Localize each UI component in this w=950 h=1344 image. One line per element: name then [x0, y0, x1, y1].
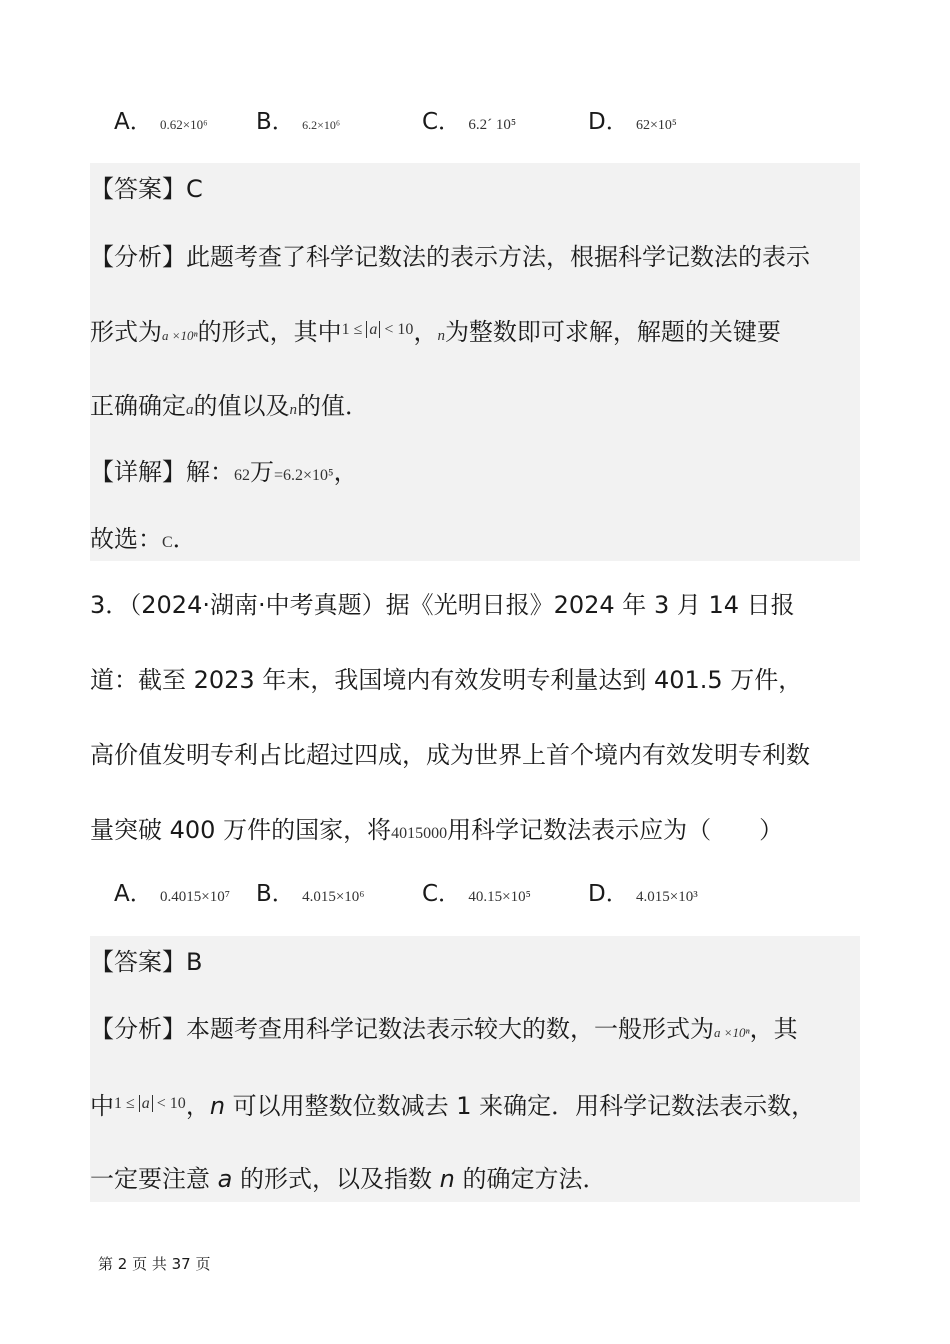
text: 可以用整数位数减去 1 来确定．用科学记数法表示数，	[225, 1092, 816, 1120]
option-value: 0.4015×10⁷	[160, 889, 230, 905]
text: 的确定方法．	[454, 1165, 607, 1193]
text: 【详解】解：	[90, 458, 234, 486]
text: 的形式，以及指数	[232, 1165, 440, 1193]
option-value: 6.2´ 10⁵	[468, 117, 517, 133]
math-var: a	[217, 1165, 233, 1193]
text: 故选：	[90, 525, 162, 553]
option-letter: D．	[588, 881, 629, 907]
q2-answer: 【答案】C	[90, 175, 203, 203]
option-value: 0.62×10⁶	[160, 117, 208, 132]
q2-choose	[90, 523, 197, 559]
q2-option-a	[114, 107, 208, 140]
math-number: 4015000	[391, 825, 448, 842]
text: ，	[185, 1092, 210, 1120]
q2-solution-box	[90, 163, 860, 561]
math-number: 62	[234, 467, 250, 484]
q3-option-a	[114, 879, 230, 912]
option-value: 4.015×10³	[636, 889, 698, 905]
math-var: a	[186, 402, 194, 418]
math-abs: a	[366, 321, 380, 338]
math-part: 1 ≤	[341, 321, 367, 338]
q2-analysis-line3	[90, 390, 369, 426]
text: 的形式，其中	[197, 318, 342, 346]
text: 形式为	[90, 318, 162, 346]
q3-option-d	[588, 879, 698, 912]
text: 正确确定	[90, 392, 186, 420]
q3-analysis-line1	[90, 1013, 798, 1049]
text: ，	[333, 458, 358, 486]
q3-line1: 3．（2024·湖南·中考真题）据《光明日报》2024 年 3 月 14 日报	[90, 591, 795, 619]
text: 一定要注意	[90, 1165, 218, 1193]
text: 中	[90, 1092, 114, 1120]
math-part: < 10	[380, 321, 414, 338]
q2-option-b	[256, 107, 340, 140]
text: ，	[413, 318, 438, 346]
option-letter: B．	[256, 881, 295, 907]
option-letter: A．	[114, 109, 153, 135]
math-inequality	[342, 321, 414, 338]
text: 的值以及	[193, 392, 290, 420]
text: ，其	[749, 1015, 798, 1043]
text: 【分析】本题考查用科学记数法表示较大的数，一般形式为	[90, 1015, 714, 1043]
q2-option-c	[422, 107, 516, 140]
option-value: 40.15×10⁵	[468, 889, 531, 905]
option-letter: B．	[256, 109, 295, 135]
q3-option-b	[256, 879, 365, 912]
text: 为整数即可求解，解题的关键要	[444, 318, 781, 346]
math-var: n	[289, 402, 297, 418]
q3-line3: 高价值发明专利占比超过四成，成为世界上首个境内有效发明专利数	[90, 741, 810, 769]
q2-analysis-line2	[90, 314, 781, 352]
math-inequality	[114, 1095, 186, 1112]
text: 的值．	[297, 392, 369, 420]
option-letter: D．	[588, 109, 629, 135]
q3-analysis-line3	[90, 1163, 606, 1195]
q3-answer: 【答案】B	[90, 948, 203, 976]
option-letter: A．	[114, 881, 153, 907]
text: ．	[172, 525, 197, 553]
option-value: 62×10⁵	[636, 118, 677, 133]
option-letter: C．	[422, 881, 462, 907]
q3-line2: 道：截至 2023 年末，我国境内有效发明专利量达到 401.5 万件，	[90, 666, 803, 694]
text: 量突破 400 万件的国家，将	[90, 816, 392, 844]
math-expression: =6.2×10⁵	[274, 467, 334, 484]
q3-analysis-line2	[90, 1088, 815, 1122]
math-part: < 10	[152, 1095, 186, 1112]
math-var: n	[437, 328, 445, 344]
option-value: 6.2×10⁶	[302, 118, 341, 132]
q3-line4	[90, 814, 783, 850]
q2-detail	[90, 456, 358, 492]
page-footer: 第 2 页 共 37 页	[98, 1255, 211, 1273]
option-letter: C．	[422, 109, 462, 135]
math-abs: a	[139, 1095, 153, 1112]
math-expression: a ×10ⁿ	[714, 1025, 750, 1040]
math-var: n	[209, 1092, 226, 1120]
math-expression: a ×10ⁿ	[162, 328, 198, 343]
math-var: n	[439, 1165, 455, 1193]
q3-option-c	[422, 879, 531, 912]
option-value: 4.015×10⁶	[302, 889, 365, 905]
text: 用科学记数法表示应为（ ）	[447, 816, 784, 844]
text: 万	[250, 458, 274, 486]
math-letter: C	[162, 534, 173, 551]
q2-analysis-line1: 【分析】此题考查了科学记数法的表示方法，根据科学记数法的表示	[90, 243, 810, 271]
math-part: 1 ≤	[114, 1095, 139, 1112]
q2-option-d	[588, 107, 677, 141]
